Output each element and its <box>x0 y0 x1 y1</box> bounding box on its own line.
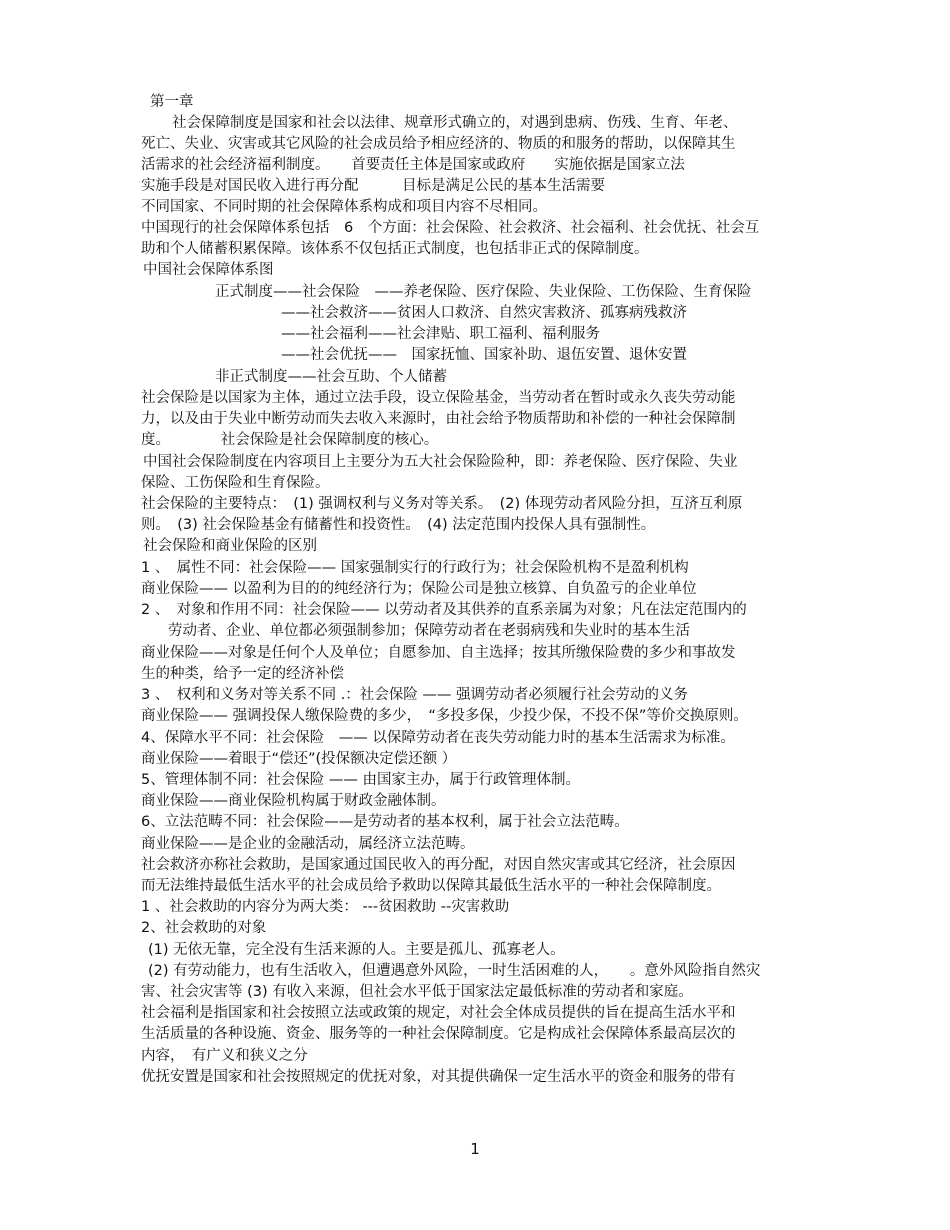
text-line: 2、社会救助的对象 <box>141 920 267 936</box>
text-line: 则。 (3) 社会保险基金有储蓄性和投资性。 (4) 法定范围内投保人具有强制性。 <box>141 517 656 533</box>
text-line: 社会保障制度是国家和社会以法律、规章形式确立的，对遇到患病、伤残、生育、年老、 <box>172 115 738 131</box>
text-line: 优抚安置是国家和社会按照规定的优抚对象，对其提供确保一定生活水平的资金和服务的带有 <box>141 1069 736 1085</box>
text-line: 中国社会保险制度在内容项目上主要分为五大社会保险险种，即：养老保险、医疗保险、失业 <box>143 454 738 470</box>
text-line: 4、保障水平不同：社会保险 —— 以保障劳动者在丧失劳动能力时的基本生活需求为标准。 <box>141 730 735 746</box>
text-line: 社会保险是以国家为主体，通过立法手段，设立保险基金，当劳动者在暂时或永久丧失劳动能 <box>141 390 736 406</box>
text-line: 1 、社会救助的内容分为两大类： ---贫困救助 --灾害救助 <box>141 899 510 915</box>
text-line: 社会保险的主要特点： (1) 强调权利与义务对等关系。 (2) 体现劳动者风险分担，互济互利原 <box>141 496 743 512</box>
text-line: 保险、工伤保险和生育保险。 <box>141 475 330 491</box>
text-line: 内容， 有广义和狭义之分 <box>141 1048 308 1064</box>
text-line: 度。 社会保险是社会保障制度的核心。 <box>141 432 439 448</box>
section-heading: 社会保险和商业保险的区别 <box>143 538 317 554</box>
text-line: 2 、 对象和作用不同：社会保险—— 以劳动者及其供养的直系亲属为对象；凡在法定范围内的 <box>141 602 747 618</box>
text-line: 助和个人储蓄积累保障。该体系不仅包括正式制度，也包括非正式的保障制度。 <box>141 241 649 257</box>
text-line: (2) 有劳动能力，也有生活收入，但遭遇意外风险，一时生活困难的人， 。意外风险指自然灾 <box>148 963 761 979</box>
page-number: 1 <box>470 1140 480 1158</box>
text-line: 商业保险—— 强调投保人缴保险费的多少， “多投多保，少投少保，不投不保”等价交换原则。 <box>141 708 748 724</box>
text-line: 商业保险——商业保险机构属于财政金融体制。 <box>141 793 446 809</box>
text-line: (1) 无依无靠，完全没有生活来源的人。主要是孤儿、孤寡老人。 <box>148 942 565 958</box>
text-line: 劳动者、企业、单位都必须强制参加；保障劳动者在老弱病残和失业时的基本生活 <box>168 623 690 639</box>
text-line: 生活质量的各种设施、资金、服务等的一种社会保障制度。它是构成社会保障体系最高层次的 <box>141 1026 736 1042</box>
text-line: 力，以及由于失业中断劳动而失去收入来源时，由社会给予物质帮助和补偿的一种社会保障制 <box>141 411 736 427</box>
text-line: 商业保险——对象是任何个人及单位；自愿参加、自主选择；按其所缴保险费的多少和事故发 <box>141 645 736 661</box>
system-line: ——社会救济——贫困人口救济、自然灾害救济、孤寡病残救济 <box>281 305 687 321</box>
text-line: 3 、 权利和义务对等关系不同 .：社会保险 —— 强调劳动者必须履行社会劳动的义务 <box>141 687 689 703</box>
text-line: 实施手段是对国民收入进行再分配 目标是满足公民的基本生活需要 <box>141 178 605 194</box>
text-line: 生的种类，给予一定的经济补偿 <box>141 666 344 682</box>
system-line: ——社会福利——社会津贴、职工福利、福利服务 <box>281 326 600 342</box>
text-line: 社会救济亦称社会救助，是国家通过国民收入的再分配，对因自然灾害或其它经济，社会原因 <box>141 857 736 873</box>
system-line: 非正式制度——社会互助、个人储蓄 <box>215 369 447 385</box>
diagram-heading: 中国社会保障体系图 <box>143 262 274 278</box>
text-line: 死亡、失业、灾害或其它风险的社会成员给予相应经济的、物质的和服务的帮助，以保障其生 <box>141 136 736 152</box>
text-line: 商业保险——是企业的金融活动，属经济立法范畴。 <box>141 836 475 852</box>
text-line: 活需求的社会经济福利制度。 首要责任主体是国家或政府 实施依据是国家立法 <box>141 157 685 173</box>
text-line: 1 、 属性不同：社会保险—— 国家强制实行的行政行为；社会保险机构不是盈利机构 <box>141 560 689 576</box>
text-line: 商业保险—— 以盈利为目的的纯经济行为；保险公司是独立核算、自负盈亏的企业单位 <box>141 581 697 597</box>
text-line: 社会福利是指国家和社会按照立法或政策的规定，对社会全体成员提供的旨在提高生活水平和 <box>141 1005 736 1021</box>
system-line: ——社会优抚—— 国家抚恤、国家补助、退伍安置、退休安置 <box>281 347 687 363</box>
text-line: 害、社会灾害等 (3) 有收入来源，但社会水平低于国家法定最低标准的劳动者和家庭。 <box>141 984 693 1000</box>
system-line: 正式制度——社会保险 ——养老保险、医疗保险、失业保险、工伤保险、生育保险 <box>215 284 752 300</box>
text-line: 而无法维持最低生活水平的社会成员给予救助以保障其最低生活水平的一种社会保障制度。 <box>141 878 721 894</box>
text-line: 中国现行的社会保障体系包括 6 个方面：社会保险、社会救济、社会福利、社会优抚、社会互 <box>141 220 760 236</box>
text-line: 商业保险——着眼于“偿还”(投保额决定偿还额 ） <box>141 751 457 767</box>
text-line: 不同国家、不同时期的社会保障体系构成和项目内容不尽相同。 <box>141 199 547 215</box>
chapter-heading: 第一章 <box>150 94 194 110</box>
text-line: 5、管理体制不同：社会保险 —— 由国家主办，属于行政管理体制。 <box>141 772 580 788</box>
text-line: 6、立法范畴不同：社会保险——是劳动者的基本权利，属于社会立法范畴。 <box>141 814 629 830</box>
